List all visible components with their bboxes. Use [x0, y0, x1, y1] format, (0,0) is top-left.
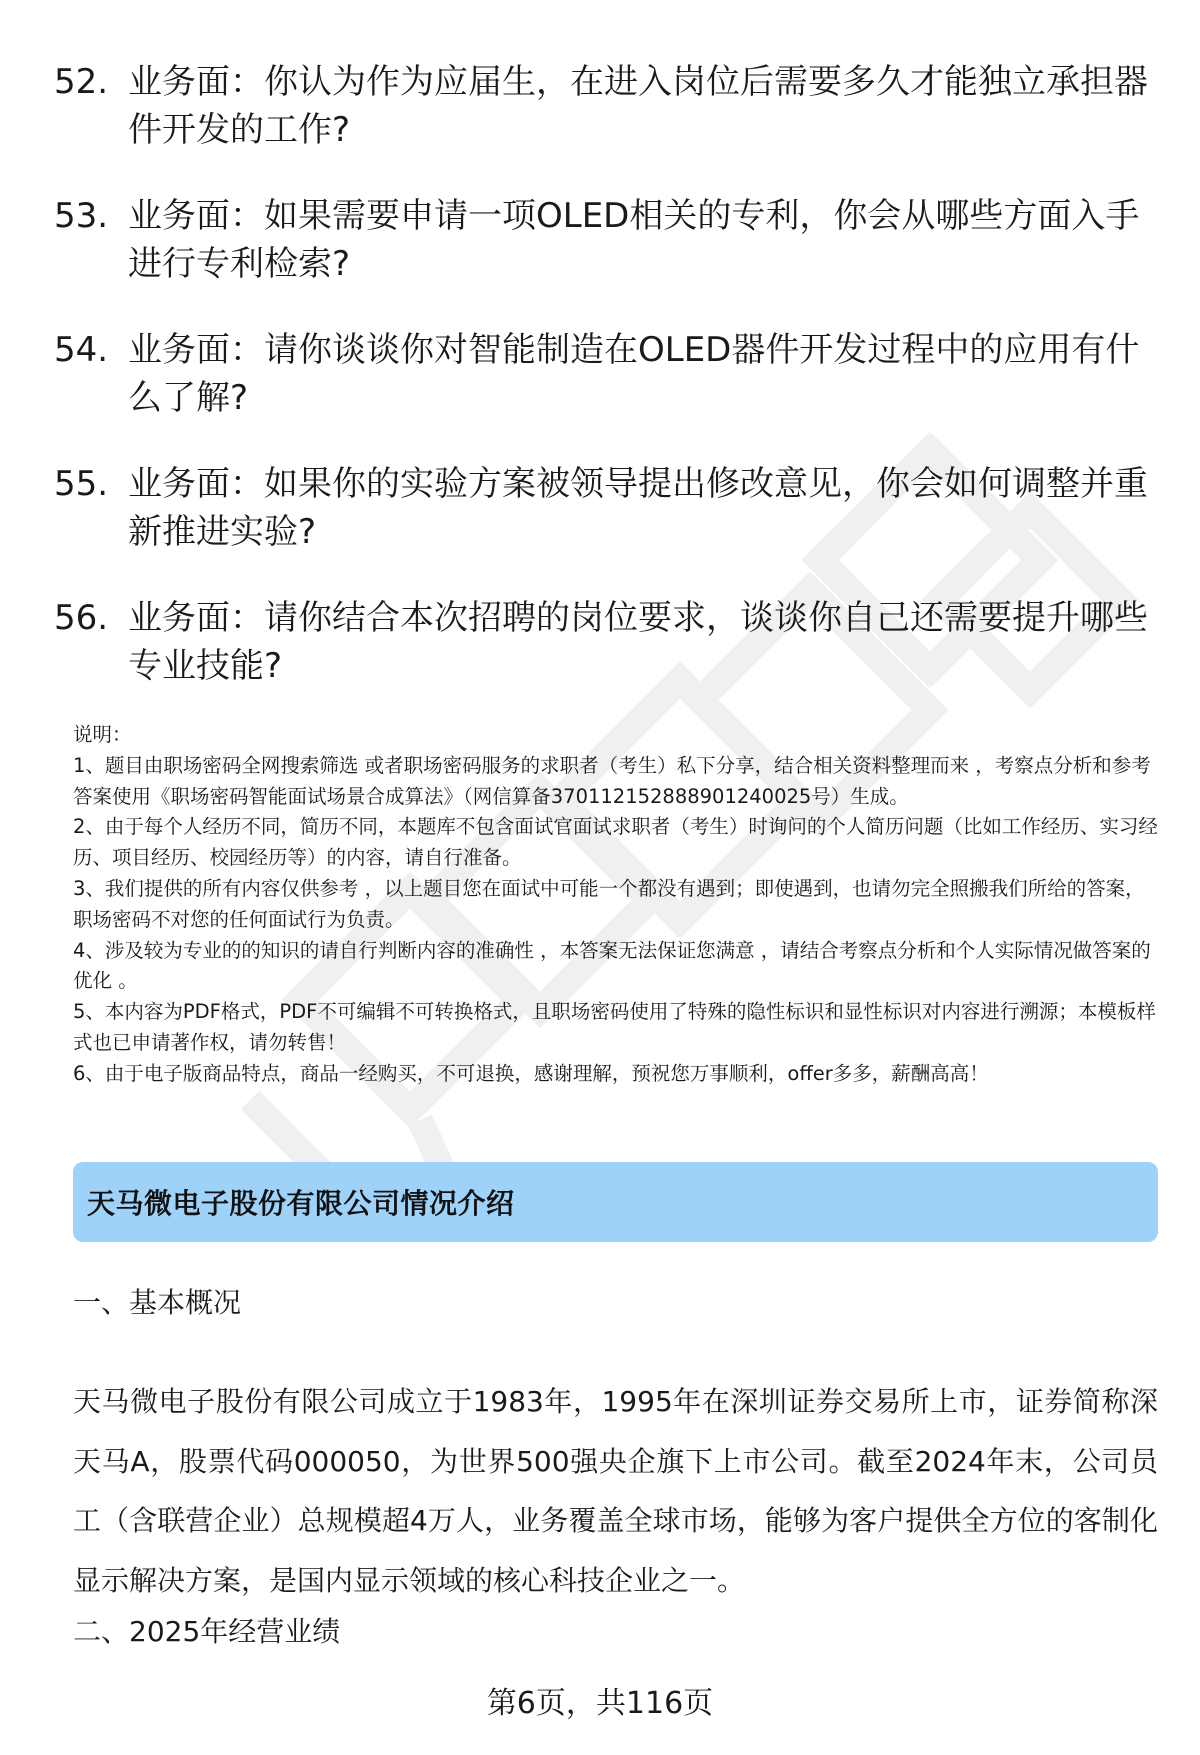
question-text: 业务面：如果你的实验方案被领导提出修改意见，你会如何调整并重新推进实验?: [128, 464, 1148, 552]
question-number: 53.: [54, 196, 109, 236]
question-text: 业务面：你认为作为应届生，在进入岗位后需要多久才能独立承担器件开发的工作?: [128, 62, 1148, 150]
question-number: 55.: [54, 464, 109, 504]
question-item: [0, 192, 1200, 288]
question-item: [0, 594, 1200, 690]
section-heading-overview: 一、基本概况: [73, 1286, 242, 1319]
note-item: 6、由于电子版商品特点，商品一经购买，不可退换，感谢理解，预祝您万事顺利，offer多多，薪酬高高！: [73, 1061, 989, 1085]
question-list: [0, 58, 1200, 728]
question-number: 56.: [54, 598, 109, 638]
notes-title: 说明：: [73, 723, 132, 746]
question-item: [0, 460, 1200, 556]
note-item: 4、涉及较为专业的的知识的请自行判断内容的准确性 ，本答案无法保证您满意 ，请结合考察点分析和个人实际情况做答案的优化 。: [73, 938, 1151, 993]
note-item: 5、本内容为PDF格式，PDF不可编辑不可转换格式，且职场密码使用了特殊的隐性标识和显性标识对内容进行溯源；本模板样式也已申请著作权，请勿转售！: [73, 1000, 1156, 1054]
company-intro-banner: [73, 1162, 1158, 1242]
question-number: 54.: [54, 330, 109, 370]
question-item: [0, 326, 1200, 422]
disclaimer-notes: [73, 720, 1163, 1090]
question-text: 业务面：如果需要申请一项OLED相关的专利，你会从哪些方面入手进行专利检索?: [128, 196, 1140, 284]
question-text: 业务面：请你谈谈你对智能制造在OLED器件开发过程中的应用有什么了解?: [128, 330, 1140, 418]
note-item: 3、我们提供的所有内容仅供参考 ，以上题目您在面试中可能一个都没有遇到；即使遇到，也请勿完全照搬我们所给的答案，职场密码不对您的任何面试行为负责。: [73, 876, 1145, 931]
overview-paragraph: 天马微电子股份有限公司成立于1983年，1995年在深圳证券交易所上市，证券简称深天马A，股票代码000050，为世界500强央企旗下上市公司。截至2024年末，公司员工（含联营企业）总规模超4万人，业务覆盖全球市场，能够为客户提供全方位的客制化显示解决方案，是国内显示领域的核心科技企业之一。: [73, 1385, 1158, 1597]
section-heading-performance: 二、2025年经营业绩: [73, 1615, 341, 1648]
question-number: 52.: [54, 62, 109, 102]
question-text: 业务面：请你结合本次招聘的岗位要求，谈谈你自己还需要提升哪些专业技能?: [128, 598, 1148, 686]
note-item: 2、由于每个人经历不同，简历不同，本题库不包含面试官面试求职者（考生）时询问的个人简历问题（比如工作经历、实习经历、项目经历、校园经历等）的内容，请自行准备。: [73, 815, 1158, 870]
note-item: 1、题目由职场密码全网搜索筛选 或者职场密码服务的求职者（考生）私下分享，结合相关资料整理而来 ，考察点分析和参考答案使用《职场密码智能面试场景合成算法》（网信算备370112152888901240025号）生成。: [73, 753, 1151, 808]
question-item: [0, 58, 1200, 154]
banner-title: 天马微电子股份有限公司情况介绍: [87, 1187, 515, 1220]
page-indicator: 第6页，共116页: [486, 1686, 714, 1721]
